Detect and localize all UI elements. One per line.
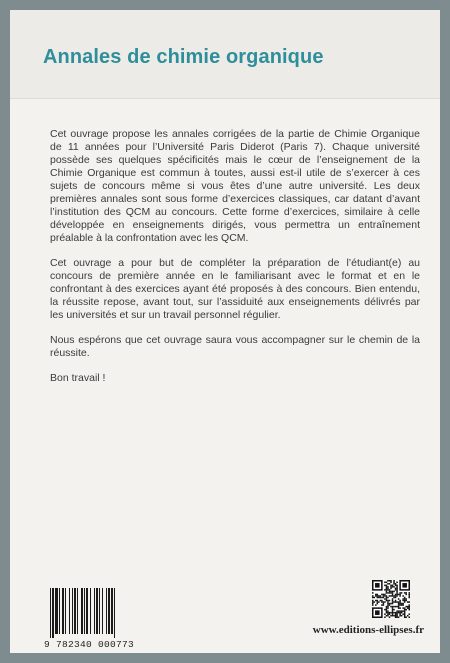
title-band [10,10,440,99]
isbn-barcode [44,588,136,652]
barcode-number: 9 782340 000773 [44,639,135,650]
qr-code-icon [372,580,410,618]
book-title: Annales de chimie organique [43,46,324,68]
paragraph-closing: Bon travail ! [50,372,106,384]
publisher-website: www.editions-ellipses.fr [312,624,424,636]
paragraph-intro: Cet ouvrage propose les annales corrigées de la partie de Chimie Organique de 11 années pour l’Université Paris Diderot (Paris 7). Chaque université possède ses quelques spécificités mais le cœur de l’enseignement de la Chimie Organique est commun à toutes, aussi est-il utile de s’exercer à ces sujets de concours même si vous êtes d’une autre université. Les deux premières annales sont sous forme d’exercices classiques, car datant d’avant l’institution des QCM au concours. Cette forme d’exercices, similaire à celle développée en enseignements dirigés, vous permettra un entraînement préalable à la confrontation avec les QCM. [50,128,420,244]
cover-panel [10,10,440,653]
barcode-icon [50,588,132,638]
paragraph-purpose: Cet ouvrage a pour but de compléter la préparation de l’étudiant(e) au concours de première année en le familiarisant avec le format et en le confrontant à des exercices ayant été proposés à des concours. Bien entendu, la réussite repose, avant tout, sur l’assiduité aux enseignements délivrés par les universités et sur un travail personnel régulier. [50,257,420,321]
paragraph-wish: Nous espérons que cet ouvrage saura vous accompagner sur le chemin de la réussite. [50,334,420,359]
description [50,128,420,385]
